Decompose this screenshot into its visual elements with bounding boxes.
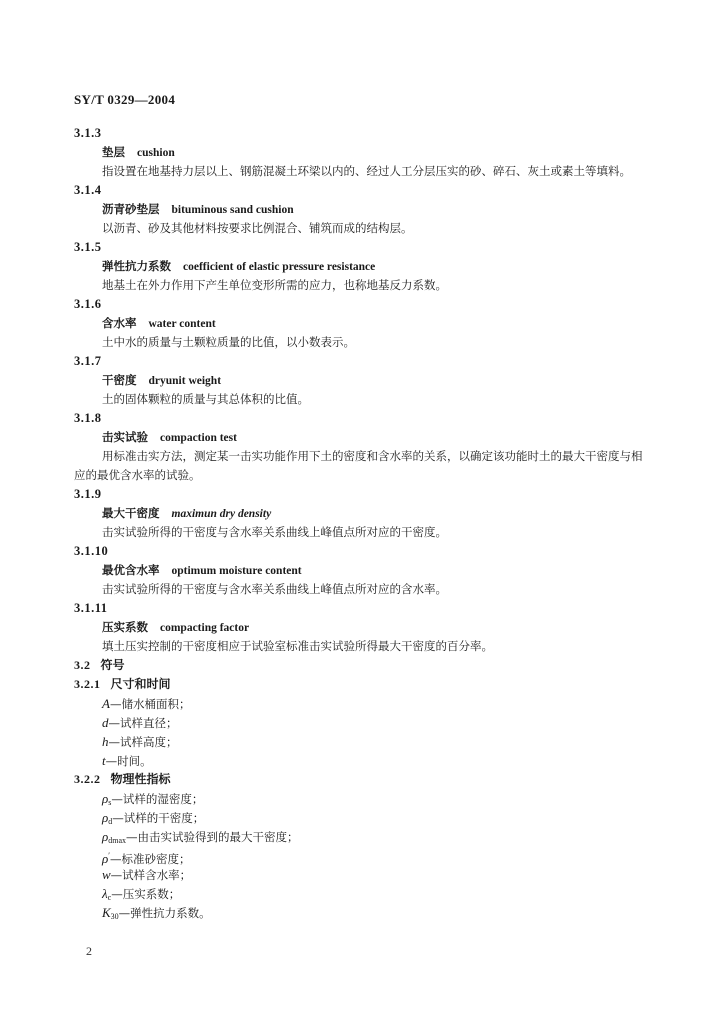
term-english: cushion <box>137 147 175 159</box>
term-number: 3.1.6 <box>74 297 102 311</box>
symbol-letter: ρ <box>102 791 109 806</box>
term-title <box>74 143 644 162</box>
symbol <box>102 696 110 711</box>
symbol <box>102 905 119 920</box>
physical-group-heading <box>74 770 644 789</box>
symbol-description: —由击实试验得到的最大干密度； <box>126 830 299 844</box>
symbol-row <box>74 846 644 865</box>
symbol-row <box>74 789 644 808</box>
term-title <box>74 200 644 219</box>
term-number: 3.1.3 <box>74 126 102 140</box>
symbol-subscript: d <box>108 817 113 826</box>
term-entry <box>74 181 644 238</box>
symbol-description: —试样含水率； <box>110 868 192 882</box>
group-title: 物理性指标 <box>110 772 171 786</box>
term-definition: 击实试验所得的干密度与含水率关系曲线上峰值点所对应的干密度。 <box>102 525 447 539</box>
symbol-description: —试样高度； <box>108 735 178 749</box>
term-chinese: 最优含水率 <box>102 563 160 577</box>
term-entry <box>74 599 644 656</box>
term-definition: 土中水的质量与土颗粒质量的比值，以小数表示。 <box>102 335 355 349</box>
term-english: coefficient of elastic pressure resistance <box>183 261 376 273</box>
term-number: 3.1.4 <box>74 183 102 197</box>
symbol-description: —试样的湿密度； <box>111 792 204 806</box>
symbol-row <box>74 751 644 770</box>
symbol-description: —试样直径； <box>108 716 178 730</box>
symbol-letter: d <box>102 715 109 730</box>
term-english: maximun dry density <box>171 508 272 520</box>
term-title <box>74 257 644 276</box>
term-chinese: 干密度 <box>102 373 137 387</box>
term-definition: 以沥青、砂及其他材料按要求比例混合、铺筑而成的结构层。 <box>102 221 413 235</box>
symbol-description: —试样的干密度； <box>112 811 205 825</box>
symbol-superscript: ′ <box>108 851 110 860</box>
symbol-subscript: dmax <box>108 836 127 845</box>
symbol-row <box>74 903 644 922</box>
term-number: 3.1.8 <box>74 411 102 425</box>
symbol-letter: ρ <box>102 829 109 844</box>
symbol-description: —压实系数； <box>111 887 181 901</box>
term-definition: 用标准击实方法，测定某一击实功能作用下土的密度和含水率的关系，以确定该功能时土的最大干密度与相应的最优含水率的试验。 <box>74 449 643 482</box>
symbol-description: —标准砂密度； <box>110 852 191 866</box>
term-chinese: 压实系数 <box>102 620 148 634</box>
symbol-subscript: 30 <box>110 912 119 921</box>
term-chinese: 沥青砂垫层 <box>102 202 160 216</box>
term-chinese: 含水率 <box>102 316 137 330</box>
symbol-letter: A <box>102 696 110 711</box>
term-entry <box>74 124 644 181</box>
symbol <box>102 810 112 825</box>
symbol <box>102 886 111 901</box>
section-number: 3.2 <box>74 658 91 672</box>
term-entry <box>74 542 644 599</box>
symbol-letter: λ <box>102 886 108 901</box>
term-chinese: 垫层 <box>102 145 125 159</box>
term-number: 3.1.10 <box>74 544 109 558</box>
dimension-group-heading <box>74 675 644 694</box>
symbol-letter: t <box>102 753 106 768</box>
symbol-row <box>74 713 644 732</box>
term-english: bituminous sand cushion <box>171 204 294 216</box>
symbol-row <box>74 694 644 713</box>
term-number: 3.1.5 <box>74 240 102 254</box>
term-english: compaction test <box>160 432 237 444</box>
symbol-row <box>74 884 644 903</box>
symbol-description: —时间。 <box>105 754 152 768</box>
term-title <box>74 371 644 390</box>
symbol <box>102 867 111 882</box>
symbol-description: —储水桶面积； <box>109 697 191 711</box>
group-title: 尺寸和时间 <box>110 677 171 691</box>
symbol-letter: K <box>102 905 111 920</box>
term-definition: 击实试验所得的干密度与含水率关系曲线上峰值点所对应的含水率。 <box>102 582 447 596</box>
term-entry <box>74 238 644 295</box>
dimension-symbol-list <box>74 694 644 770</box>
document-body <box>74 124 644 922</box>
symbol-letter: w <box>102 867 111 882</box>
term-entry <box>74 485 644 542</box>
term-chinese: 弹性抗力系数 <box>102 259 171 273</box>
symbol <box>102 829 126 844</box>
symbol-letter: h <box>102 734 109 749</box>
symbol-row <box>74 827 644 846</box>
symbol-row <box>74 808 644 827</box>
symbol <box>102 851 110 866</box>
symbol-row <box>74 732 644 751</box>
symbol-letter: ρ <box>102 810 109 825</box>
term-english: water content <box>148 318 216 330</box>
term-english: compacting factor <box>160 622 250 634</box>
term-number: 3.1.7 <box>74 354 102 368</box>
term-entry <box>74 352 644 409</box>
symbol-row <box>74 865 644 884</box>
term-definition: 土的固体颗粒的质量与其总体积的比值。 <box>102 392 309 406</box>
term-title <box>74 314 644 333</box>
term-definition: 地基土在外力作用下产生单位变形所需的应力，也称地基反力系数。 <box>102 278 447 292</box>
document-code-header: SY/T 0329—2004 <box>74 92 176 107</box>
group-number: 3.2.1 <box>74 677 101 691</box>
term-number: 3.1.9 <box>74 487 102 501</box>
symbol-subscript: s <box>108 798 112 807</box>
term-definition: 指设置在地基持力层以上、钢筋混凝土环梁以内的、经过人工分层压实的砂、碎石、灰土或素土等填料。 <box>102 164 631 178</box>
term-definition: 填土压实控制的干密度相应于试验室标准击实试验所得最大干密度的百分率。 <box>102 639 493 653</box>
term-title <box>74 428 644 447</box>
term-chinese: 击实试验 <box>102 430 148 444</box>
term-title <box>74 561 644 580</box>
symbols-section-heading <box>74 656 644 675</box>
term-title <box>74 618 644 637</box>
term-title <box>74 504 644 523</box>
term-number: 3.1.11 <box>74 601 108 615</box>
term-entry <box>74 409 644 485</box>
section-title: 符号 <box>100 658 125 672</box>
page-number: 2 <box>86 944 92 958</box>
symbol-subscript: c <box>107 893 112 902</box>
symbol <box>102 791 111 806</box>
group-number: 3.2.2 <box>74 772 101 786</box>
symbol-letter: ρ <box>102 851 109 866</box>
symbol-description: —弹性抗力系数。 <box>118 906 211 920</box>
term-english: dryunit weight <box>148 375 222 387</box>
physical-symbol-list <box>74 789 644 922</box>
terms-list <box>74 124 644 656</box>
term-english: optimum moisture content <box>171 565 302 577</box>
term-chinese: 最大干密度 <box>102 506 160 520</box>
term-entry <box>74 295 644 352</box>
